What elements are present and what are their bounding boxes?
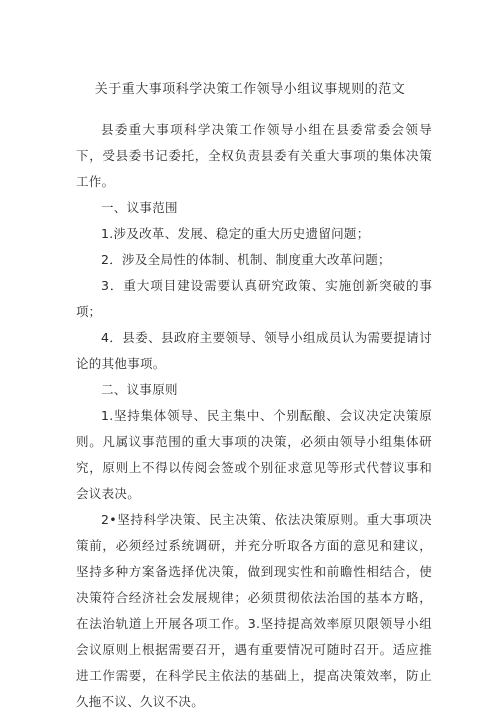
principle-item-2: 2•坚持科学决策、民主决策、依法决策原则。重大事项决策前，必须经过系统调研，并充分听取各方面的意见和建议，坚持多种方案备选择优决策，做到现实性和前瞻性相结合，使决策符合经济社会发展规律；必须贯彻依法治国的基本方略，在法治轨道上开展各项工作。3.坚持提高效率原贝限领导小组会议原则上根据需要召开，遇有重要情况可随时召开。适应推进工作需要，在科学民主依法的基础上，提高决策效率，防止久拖不议、久议不决。 [76, 512, 432, 709]
scope-item-4: 4．县委、县政府主要领导、领导小组成员认为需要提请讨论的其他事项。 [76, 330, 432, 371]
scope-item-3: 3．重大项目建设需要认真研究政策、实施创新突破的事项； [76, 278, 432, 319]
section-heading-principles: 二、议事原则 [101, 382, 178, 397]
principle-item-1: 1.坚持集体领导、民主集中、个别酝酿、会议决定决策原则。凡属议事范围的重大事项的决策，必须由领导小组集体研究，原则上不得以传阅会签或个别征求意见等形式代替议事和会议表决。 [76, 408, 432, 501]
scope-item-1: 1.涉及改革、发展、稳定的重大历史遗留问题； [101, 226, 370, 241]
intro-paragraph: 县委重大事项科学决策工作领导小组在县委常委会领导下，受县委书记委托，全权负责县委有关重大事项的集体决策工作。 [76, 122, 432, 189]
scope-item-2: 2．涉及全局性的体制、机制、制度重大改革问题； [101, 252, 391, 267]
document-body [76, 117, 432, 715]
document-title: 关于重大事项科学决策工作领导小组议事规则的范文 [94, 82, 406, 97]
section-heading-scope: 一、议事范围 [101, 200, 178, 215]
